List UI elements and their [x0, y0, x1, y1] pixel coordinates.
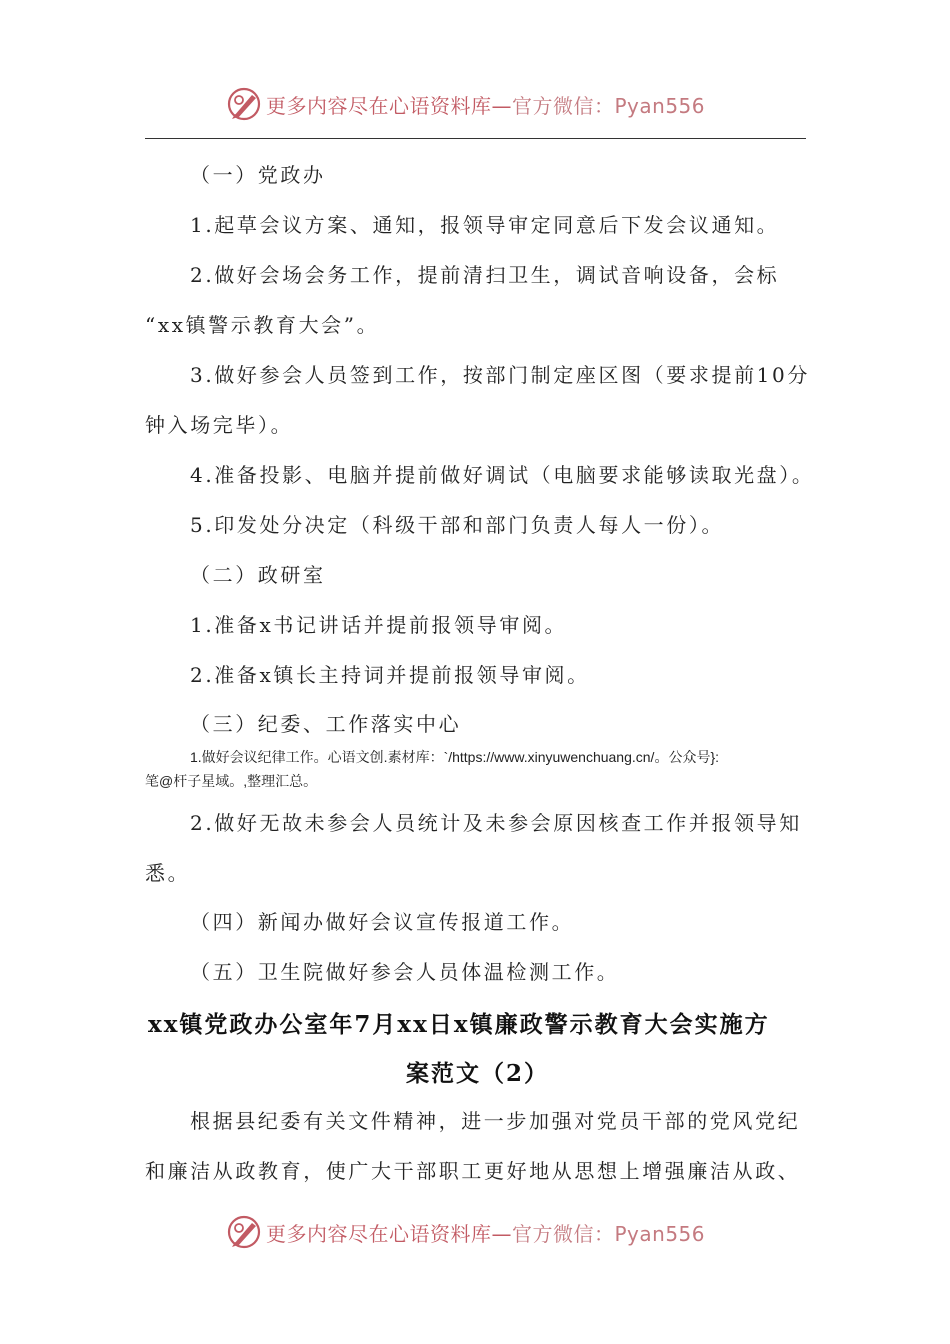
document-heading-line-1: xx镇党政办公室年7月xx日x镇廉政警示教育大会实施方 [148, 1011, 770, 1038]
paragraph-1-line-1: 根据县纪委有关文件精神，进一步加强对党员干部的党风党纪 [190, 1109, 801, 1133]
section-3-item-2-line-1: 2.做好无故未参会人员统计及未参会原因核查工作并报领导知 [190, 811, 802, 835]
section-2-title: （二）政研室 [190, 563, 326, 587]
section-3-title: （三）纪委、工作落实中心 [190, 712, 462, 736]
section-2-item-2: 2.准备x镇长主持词并提前报领导审阅。 [190, 663, 590, 687]
footer-banner [0, 1212, 950, 1252]
section-3-item-1-line-1: 1.做好会议纪律工作。心语文创.素材库：`/https://www.xinyuwenchuang.cn/。公众号}: [190, 749, 720, 765]
section-1-item-2-line-1: 2.做好会场会务工作，提前清扫卫生，调试音响设备，会标 [190, 263, 780, 287]
section-1-item-2-line-2: “xx镇警示教育大会”。 [145, 313, 380, 337]
section-1-title: （一）党政办 [190, 163, 326, 187]
section-1-item-5: 5.印发处分决定（科级干部和部门负责人每人一份）。 [190, 513, 725, 537]
section-1-item-3-line-1: 3.做好参会人员签到工作，按部门制定座区图（要求提前10分 [190, 363, 810, 387]
section-3-item-2-line-2: 悉。 [145, 861, 191, 885]
document-heading-line-2: 案范文（2） [406, 1060, 550, 1087]
banner-separator: — [491, 1222, 512, 1246]
section-2-item-1: 1.准备x书记讲话并提前报领导审阅。 [190, 613, 568, 637]
paragraph-1-line-2: 和廉洁从政教育，使广大干部职工更好地从思想上增强廉洁从政、 [145, 1159, 801, 1183]
header-banner [0, 84, 950, 124]
section-1-item-4: 4.准备投影、电脑并提前做好调试（电脑要求能够读取光盘）。 [190, 463, 815, 487]
header-rule [145, 138, 806, 139]
banner-separator: — [491, 94, 512, 118]
section-3-item-1-line-2: 笔@杆子星域。,整理汇总。 [145, 773, 318, 789]
banner-main-text: 更多内容尽在心语资料库 [266, 94, 492, 118]
section-1-item-3-line-2: 钟入场完毕）。 [145, 413, 294, 437]
banner-main-text: 更多内容尽在心语资料库 [266, 1222, 492, 1246]
pen-logo-icon [226, 1214, 262, 1250]
banner-wechat-text: 官方微信：Pyan556 [512, 1222, 706, 1246]
banner-wechat-text: 官方微信：Pyan556 [512, 94, 706, 118]
section-4: （四）新闻办做好会议宣传报道工作。 [190, 910, 575, 934]
pen-logo-icon [226, 86, 262, 122]
section-1-item-1: 1.起草会议方案、通知，报领导审定同意后下发会议通知。 [190, 213, 780, 237]
section-5: （五）卫生院做好参会人员体温检测工作。 [190, 960, 620, 984]
